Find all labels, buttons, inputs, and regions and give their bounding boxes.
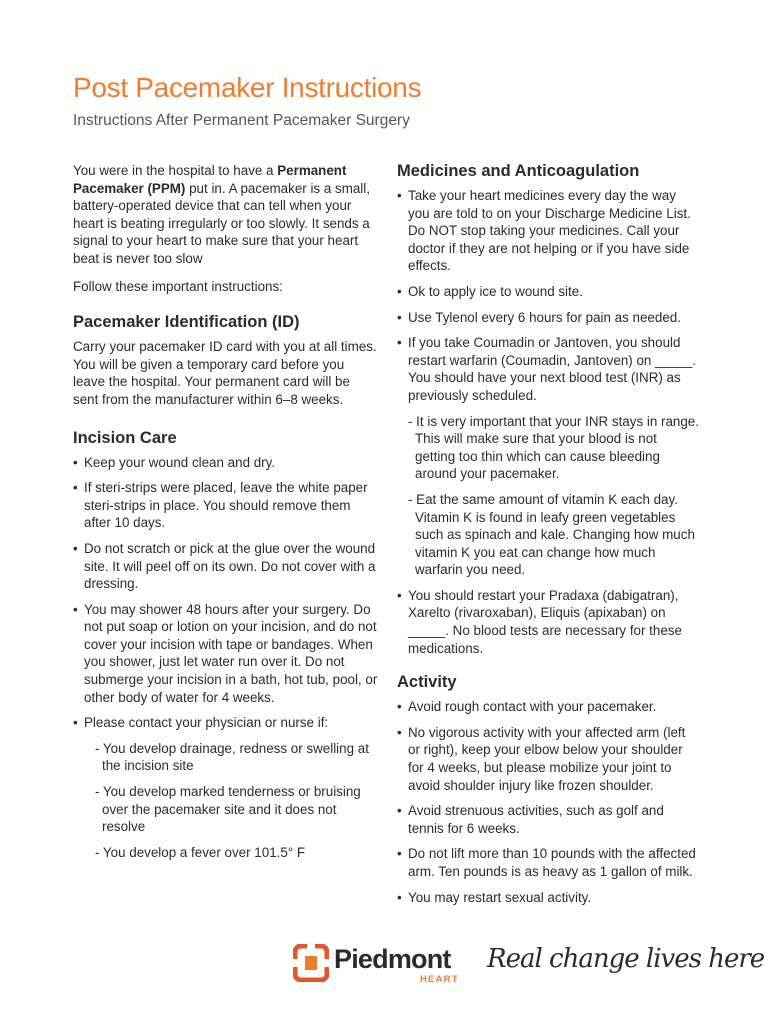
bullet-icon: • bbox=[397, 335, 402, 351]
intro-text-post: put in. A pacemaker is a small, battery-operated device that can tell when your heart is beating irregularly or too slowly. It sends a signal to your heart to make sure that your heart beat is never too slow bbox=[73, 180, 370, 266]
tagline: Real change lives here bbox=[487, 944, 765, 974]
sub-list-item-text: - You develop drainage, redness or swelling at the incision site bbox=[95, 740, 369, 774]
bullet-icon: • bbox=[73, 454, 78, 470]
list-item bbox=[397, 283, 699, 301]
medicines-list bbox=[397, 187, 699, 657]
incision-list bbox=[73, 454, 378, 862]
list-item-text: If steri-strips were placed, leave the white paper steri-strips in place. You should remove them after 10 days. bbox=[84, 480, 368, 531]
bullet-icon: • bbox=[397, 889, 402, 905]
sub-list-item-text: - It is very important that your INR stays in range. This will make sure that your blood is not getting too thin which can cause bleeding around your pacemaker. bbox=[408, 413, 699, 482]
intro-text-bold: Permanent Pacemaker (PPM) bbox=[73, 163, 347, 196]
identification-heading: Pacemaker Identification (ID) bbox=[73, 313, 300, 332]
list-item bbox=[73, 454, 378, 472]
left-column bbox=[73, 162, 378, 869]
list-item bbox=[397, 802, 699, 837]
follow-instructions-text: Follow these important instructions: bbox=[73, 278, 283, 294]
intro-text-pre: You were in the hospital to have a bbox=[73, 163, 278, 178]
list-item-text: Use Tylenol every 6 hours for pain as needed. bbox=[408, 309, 681, 325]
list-item bbox=[397, 587, 699, 657]
bullet-icon: • bbox=[397, 803, 402, 819]
activity-heading: Activity bbox=[397, 673, 457, 692]
list-item bbox=[397, 889, 699, 907]
list-item-text: Keep your wound clean and dry. bbox=[84, 454, 276, 470]
sub-list-item bbox=[84, 844, 378, 862]
list-item bbox=[73, 714, 378, 861]
bullet-icon: • bbox=[73, 480, 78, 496]
intro-paragraph bbox=[73, 162, 378, 268]
list-item-text: Take your heart medicines every day the way you are told to on your Discharge Medicine List. Do NOT stop taking your medicines. Call your doctor if they are not helping or if you have side effects. bbox=[408, 188, 691, 274]
list-item bbox=[397, 724, 699, 794]
bullet-icon: • bbox=[73, 601, 78, 617]
list-item bbox=[73, 540, 378, 593]
list-item-text: You should restart your Pradaxa (dabigatran), Xarelto (rivaroxaban), Eliquis (apixaban) on _____. No blood tests are necessary for these medications. bbox=[408, 587, 682, 656]
list-item bbox=[397, 309, 699, 327]
list-item-text: Do not lift more than 10 pounds with the affected arm. Ten pounds is as heavy as 1 gallon of milk. bbox=[408, 846, 696, 879]
list-item-text: Ok to apply ice to wound site. bbox=[408, 283, 583, 299]
list-item-text: You may shower 48 hours after your surgery. Do not put soap or lotion on your incision, and do not cover your incision with tape or bandages. When you shower, just let water run over it. Do not submerge your incision in a bath, hot tub, pool, or other body of water for 4 weeks. bbox=[84, 601, 378, 705]
list-item-text: Please contact your physician or nurse if: bbox=[84, 715, 329, 731]
piedmont-logo-icon bbox=[293, 944, 329, 982]
bullet-icon: • bbox=[73, 540, 78, 556]
bullet-icon: • bbox=[73, 715, 78, 731]
list-item bbox=[397, 698, 699, 716]
list-item bbox=[397, 187, 699, 275]
logo-name: Piedmont bbox=[334, 944, 451, 974]
sub-list-item-text: - You develop marked tenderness or bruising over the pacemaker site and it does not resolve bbox=[95, 784, 361, 835]
list-item bbox=[397, 334, 699, 579]
bullet-icon: • bbox=[397, 846, 402, 862]
identification-body: Carry your pacemaker ID card with you at all times. You will be given a temporary card before you leave the hospital. Your permanent card will be sent from the manufacturer within 6–8 weeks. bbox=[73, 339, 377, 407]
list-item-text: If you take Coumadin or Jantoven, you should restart warfarin (Coumadin, Jantoven) on _____. You should have your next blood test (INR) as previously scheduled. bbox=[408, 335, 697, 403]
footer bbox=[0, 936, 770, 996]
bullet-icon: • bbox=[397, 188, 402, 203]
logo-subtitle: HEART bbox=[420, 974, 459, 985]
medicines-heading: Medicines and Anticoagulation bbox=[397, 162, 640, 180]
sub-list-item bbox=[84, 740, 378, 775]
contact-conditions-list bbox=[84, 740, 378, 862]
list-item-text: Do not scratch or pick at the glue over the wound site. It will peel off on its own. Do not cover with a dressing. bbox=[84, 540, 376, 592]
list-item bbox=[397, 845, 699, 880]
warfarin-notes-list bbox=[408, 413, 699, 579]
list-item bbox=[73, 479, 378, 532]
list-item-text: You may restart sexual activity. bbox=[408, 889, 592, 905]
sub-list-item bbox=[84, 783, 378, 836]
activity-list bbox=[397, 698, 699, 906]
bullet-icon: • bbox=[397, 699, 402, 715]
right-column bbox=[397, 162, 699, 914]
incision-heading: Incision Care bbox=[73, 428, 177, 447]
page-subtitle: Instructions After Permanent Pacemaker Surgery bbox=[73, 112, 410, 129]
bullet-icon: • bbox=[397, 309, 402, 325]
list-item bbox=[73, 601, 378, 707]
sub-list-item-text: - Eat the same amount of vitamin K each day. Vitamin K is found in leafy green vegetables such as spinach and kale. Changing how much vitamin K you eat can change how much warfarin you need. bbox=[408, 491, 695, 578]
bullet-icon: • bbox=[397, 283, 402, 299]
list-item-text: No vigorous activity with your affected arm (left or right), keep your elbow below your shoulder for 4 weeks, but please mobilize your joint to avoid shoulder injury like frozen shoulder. bbox=[408, 724, 686, 793]
bullet-icon: • bbox=[397, 587, 402, 603]
bullet-icon: • bbox=[397, 724, 402, 740]
page-title: Post Pacemaker Instructions bbox=[73, 72, 422, 103]
list-item-text: Avoid rough contact with your pacemaker. bbox=[408, 699, 657, 715]
list-item-text: Avoid strenuous activities, such as golf and tennis for 6 weeks. bbox=[408, 803, 664, 836]
sub-list-item bbox=[408, 413, 699, 483]
sub-list-item-text: - You develop a fever over 101.5° F bbox=[95, 844, 306, 860]
sub-list-item bbox=[408, 491, 699, 579]
